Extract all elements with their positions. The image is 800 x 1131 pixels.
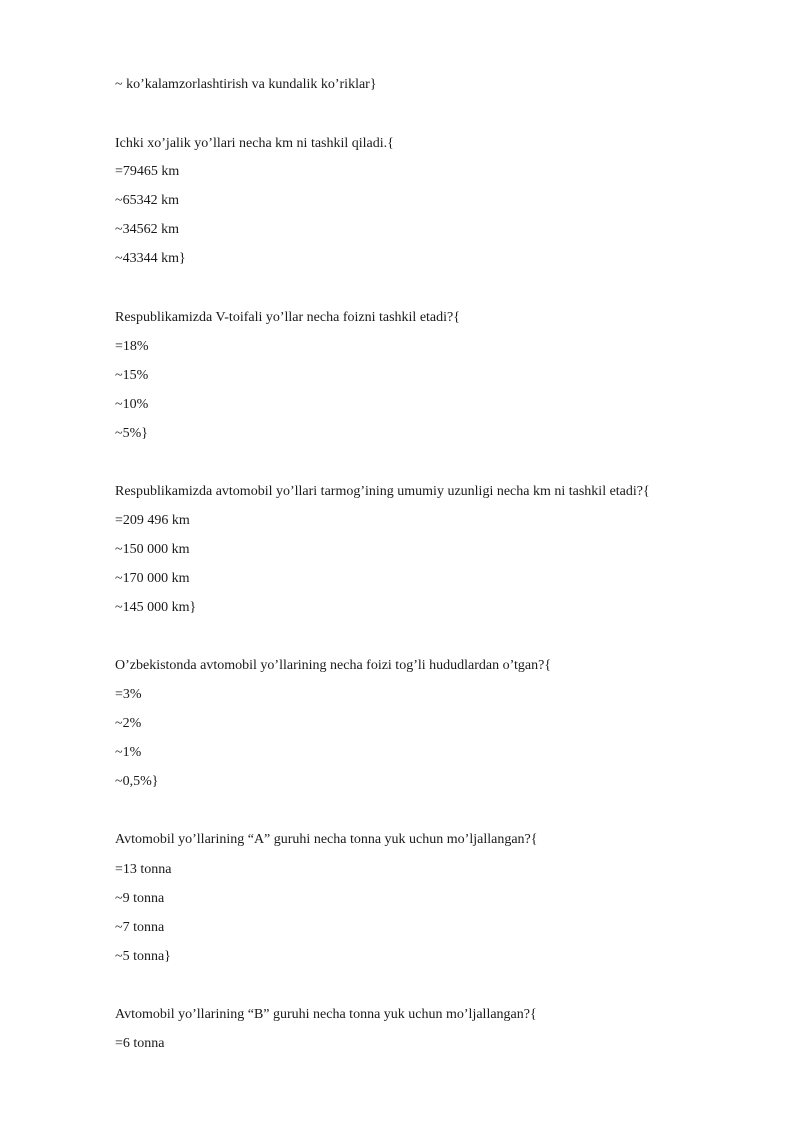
question-5-option-2: ~9 tonna (115, 891, 165, 906)
question-3-text: Respublikamizda avtomobil yo’llari tarmog’ining umumiy uzunligi necha km ni tashkil etadi?{ (115, 484, 650, 499)
question-4-option-2: ~2% (115, 716, 142, 731)
question-6-option-1: =6 tonna (115, 1036, 165, 1051)
question-4-text: O’zbekistonda avtomobil yo’llarining necha foizi tog’li hududlardan o’tgan?{ (115, 658, 552, 673)
question-2-option-3: ~10% (115, 397, 149, 412)
question-1-option-1: =79465 km (115, 164, 180, 179)
question-1-option-2: ~65342 km (115, 193, 179, 208)
question-5-text: Avtomobil yo’llarining “A” guruhi necha tonna yuk uchun mo’ljallangan?{ (115, 832, 538, 847)
question-5-option-3: ~7 tonna (115, 920, 165, 935)
question-2-option-4: ~5%} (115, 426, 148, 441)
question-4-option-4: ~0,5%} (115, 774, 159, 789)
question-6-text: Avtomobil yo’llarining “B” guruhi necha tonna yuk uchun mo’ljallangan?{ (115, 1007, 537, 1022)
question-2-option-2: ~15% (115, 368, 149, 383)
question-5-option-4: ~5 tonna} (115, 949, 171, 964)
question-2-option-1: =18% (115, 339, 149, 354)
question-4-option-3: ~1% (115, 745, 142, 760)
question-3-option-4: ~145 000 km} (115, 600, 197, 615)
question-3-option-3: ~170 000 km (115, 571, 190, 586)
question-3-option-1: =209 496 km (115, 513, 190, 528)
question-3-option-2: ~150 000 km (115, 542, 190, 557)
question-4-option-1: =3% (115, 687, 142, 702)
question-5-option-1: =13 tonna (115, 862, 172, 877)
question-1-option-3: ~34562 km (115, 222, 179, 237)
question-2-text: Respublikamizda V-toifali yo’llar necha foizni tashkil etadi?{ (115, 310, 460, 325)
question-1-option-4: ~43344 km} (115, 251, 186, 266)
question-1-text: Ichki xo’jalik yo’llari necha km ni tashkil qiladi.{ (115, 136, 394, 151)
fragment-option: ~ ko’kalamzorlashtirish va kundalik ko’riklar} (115, 77, 377, 92)
